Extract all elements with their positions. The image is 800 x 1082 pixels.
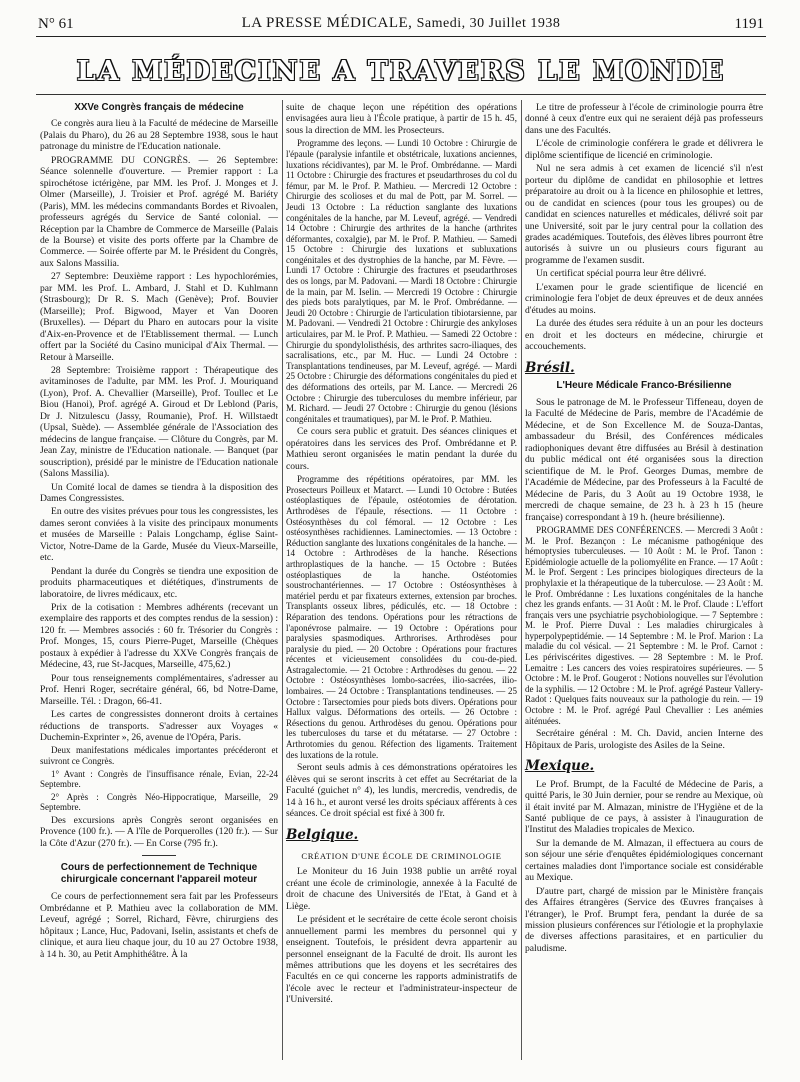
- paragraph: Deux manifestations médicales importantes précéderont et suivront ce Congrès.: [40, 745, 278, 767]
- paragraph: En outre des visites prévues pour tous les congressistes, les dames seront conviées à la visite des principaux monuments et musées de Marseille : Palais Longchamp, église Saint-Victor, Notre-Dame de la Garde, Musée du Vieux-Marseille, etc.: [40, 506, 279, 564]
- paragraph: Le Moniteur du 16 Juin 1938 publie un arrêté royal créant une école de criminologie, annexée à la Faculté de droit de chacune des Universités de l'Etat, à Gand et à Liège.: [286, 866, 517, 912]
- paragraph: Seront seuls admis à ces démonstrations opératoires les élèves qui se seront inscrits à cet effet au Secrétariat de la Faculté (guichet n° 4), les lundis, mercredis, vendredis, de 14 à 16 h., et auront versé les droits spéciaux afférents à ces séances. Ce droit spécial est fixé à 300 fr.: [286, 762, 517, 820]
- paragraph: Sous le patronage de M. le Professeur Tiffeneau, doyen de la Faculté de Médecine de Paris, membre de l'Académie de Médecine, et de Son Excellence M. de Souza-Dantas, ambassadeur du Brésil, des Conférences médicales radiophoniques devant être diffusées au Brésil à destination du public médical ont été organisées sous la direction scientifique de M. le Prof. Georges Dumas, membre de l'Académie de Médecine, par des Professeurs à la Faculté de Médecine de Paris, du 3 Août au 19 Octobre 1938, le mercredi de chaque semaine, de 23 h. à 23 h 15 (heure française) correspondant à 19 h. (heure brésilienne).: [525, 396, 763, 523]
- paragraph: 1° Avant : Congrès de l'insuffisance rénale, Evian, 22-24 Septembre.: [40, 768, 278, 790]
- separator: [142, 855, 176, 856]
- column-1: [40, 102, 278, 960]
- paragraph: 28 Septembre: Troisième rapport : Thérapeutique des avitaminoses de l'adulte, par MM. les Prof. J. Mouriquand (Lyon), Prof. A. Chevallier (Marseille), Prof. Toullec et Le Biou (Hanoi), Prof. agrégé A. Giroud et Dr Leblond (Paris, Dr J. Nitzulescu (Jassy, Roumanie), Prof. H. Willstaedt (Upsal, Suède). — Assemblée générale de l'Association des médecins de langue française. — Clôture du Congrès, par M. Jean Zay, ministre de l'Education nationale. — Banquet (par souscription), présidé par le ministre de l'Education nationale (Salons Massilia).: [40, 364, 278, 480]
- paragraph: Pour tous renseignements complémentaires, s'adresser au Prof. Henri Roger, secrétaire général, 66, bd Notre-Dame, Marseille. Tél. : Dragon, 66-41.: [40, 672, 278, 707]
- column-divider: [282, 100, 283, 1060]
- paragraph: Secrétaire général : M. Ch. David, ancien Interne des Hôpitaux de Paris, urologiste des Asiles de la Seine.: [525, 728, 763, 751]
- paragraph: Nul ne sera admis à cet examen de licencié s'il n'est porteur du diplôme de candidat en philosophie et lettres préparatoire au droit ou à la licence en philosophie et lettres, ou de candidat en sciences (pour tous les groupes) ou de candidat en sciences naturelles et médicales, délivré soit par une Université, soit par le jury central pour la collation des grades académiques. Toutefois, des élèves libres pourront être autorisés à suivre un ou plusieurs cours figurant au programme de l'examen susdit.: [525, 163, 763, 266]
- article-title: CRÉATION D'UNE ÉCOLE DE CRIMINOLOGIE: [301, 850, 502, 861]
- paragraph: Le Prof. Brumpt, de la Faculté de Médecine de Paris, a quitté Paris, le 30 Juin dernier, pour se rendre au Mexique, où il était invité par M. Almazan, ministre de l'Hygiène et de la Santé publique de ce pays, à assister à l'inauguration de l'Institut des Maladies tropicales de Mexico.: [525, 778, 763, 836]
- article-title: Cours de perfectionnement de Technique chirurgicale concernant l'appareil moteur: [60, 862, 258, 886]
- column-divider: [521, 100, 522, 1060]
- column-3: [525, 102, 763, 954]
- paragraph: L'examen pour le grade scientifique de licencié en criminologie fera l'objet de deux épreuves et de deux années d'études au moins.: [525, 281, 763, 316]
- country-heading: Mexique.: [525, 758, 595, 775]
- paragraph: 2° Après : Congrès Néo-Hippocratique, Marseille, 29 Septembre.: [40, 791, 278, 813]
- paragraph: Programme des répétitions opératoires, par MM. les Prosecteurs Poilleux et Matarct. — Lundi 10 Octobre : Butées ostéoplastiques de l'épaule, ostéotomies de dérotation. Arthrodèses de l'épaule, résections. — 11 Octobre : Ostéosynthèses du col fémoral. — 12 Octobre : Les ostéosynthèses rachidiennes. Laminectomies. — 13 Octobre : Réduction sanglante des luxations congénitales de la hanche. — 14 Octobre : Arthrodèses de la hanche. Résections arthroplastiques de la hanche. — 15 Octobre : Butées ostéoplastiques de la hanche. Ostéotomies soustrochantériennes. — 17 Octobre : Ostéosynthèses à matériel perdu et par fixateurs externes, extension par broches. Transplants osseux libres, pédiculés, etc. — 18 Octobre : Réparation des tendons. Opérations pour les rétractions de l'aponévrose palmaire. — 19 Octobre : Opérations pour paralysies spasmodiques. Arthrorises. Arthrodèses pour paralysie du pied. — 20 Octobre : Opérations pour fractures récentes et vicieusement consolidées du cou-de-pied. Astragalectomie. — 21 Octobre : Arthrodèses du genou. — 22 Octobre : Ostéosynthèses lombo-sacrées, ilio-sacrées, ilio-lombaires. — 24 Octobre : Transplantations tendineuses. — 25 Octobre : Tarsectomies pour pieds bots divers. Opérations pour Hallux valgus. Déformations des orteils. — 26 Octobre : Résections du genou. Arthrodèses du genou. Opérations pour les tuberculoses du tarse et du métatarse. — 27 Octobre : Arthrotomies du genou. Réfection des ligaments. Traitement des luxations de la rotule.: [286, 474, 517, 760]
- paragraph: Un Comité local de dames se tiendra à la disposition des Dames Congressistes.: [40, 481, 278, 504]
- paragraph: Ce cours sera public et gratuit. Des séances cliniques et opératoires dans les services des Prof. Ombrédanne et P. Mathieu seront organisées le matin pendant la durée du cours.: [286, 426, 517, 472]
- paragraph: Le président et le secrétaire de cette école seront choisis annuellement parmi les membres du personnel qui y enseignent. Toutefois, le président devra appartenir au personnel enseignant de la Faculté de droit. Ils auront les mêmes attributions que les doyens et les secrétaires des Facultés en ce qui concerne les rapports administratifs de l'école avec le recteur et l'administrateur-inspecteur de l'Université.: [286, 914, 517, 1006]
- country-heading: Belgique.: [286, 826, 359, 843]
- paragraph: Les cartes de congressistes donneront droits à certaines réductions de transports. S'adresser aux Voyages « Duchemin-Exprinter », 26, avenue de l'Opéra, Paris.: [40, 709, 278, 744]
- paragraph: L'école de criminologie conférera le grade et délivrera le diplôme scientifique de licencié en criminologie.: [525, 138, 763, 161]
- journal-title: [36, 15, 766, 32]
- paragraph: 27 Septembre: Deuxième rapport : Les hypochlorémies, par MM. les Prof. L. Ambard, J. Stahl et D. Kuhlmann (Strasbourg); Dr R. S. Mach (Genève); Prof. Bouvier (Marseille); Prof. Bigwood, Mayer et Van Dooren (Bruxelles). — Départ du Pharo en autocars pour la visite d'Aix-en-Provence et de l'Etablissement thermal. — Lunch offert par la Société du Casino municipal d'Aix Thermal. — Retour à Marseille.: [40, 271, 278, 363]
- paragraph: Ce congrès aura lieu à la Faculté de médecine de Marseille (Palais du Pharo), du 26 au 28 Septembre 1938, sous le haut patronage du ministre de l'Education nationale.: [40, 118, 278, 153]
- paragraph: Le titre de professeur à l'école de criminologie pourra être donné à ceux d'entre eux qui ne seraient déjà pas professeurs dans une des Facultés.: [525, 102, 763, 136]
- column-2: [286, 102, 517, 1006]
- paragraph: PROGRAMME DU CONGRÈS. — 26 Septembre: Séance solennelle d'ouverture. — Premier rapport : La spirochétose ictérigène, par MM. les Prof. J. Monges et J. Olmer (Marseille), J. Troisier et Prof. agrégé M. Bariéty (Paris), MM. les médecins commandants Bordes et Rivoalen, professeurs agrégés du Service de Santé colonial. — Réception par la Chambre de Commerce de Marseille (Palais de la Bourse) et visite des ports offerte par la Chambre de Commerce. — Soirée offerte par M. le Président du Congrès, aux Salons Massilia.: [40, 154, 278, 269]
- paragraph: Sur la demande de M. Almazan, il effectuera au cours de son séjour une série d'enquêtes épidémiologiques concernant certaines maladies dont l'importance sociale est considérable au Mexique.: [525, 837, 763, 884]
- paragraph: Pendant la durée du Congrès se tiendra une exposition de produits pharmaceutiques et diététiques, d'instruments de laboratoire, de livres médicaux, etc.: [40, 565, 278, 600]
- paragraph: La durée des études sera réduite à un an pour les docteurs en droit et les docteurs en médecine, chirurgie et accouchements.: [525, 318, 763, 353]
- article-title: XXVe Congrès français de médecine: [74, 102, 244, 113]
- issue-number: N° 61: [38, 16, 74, 32]
- page-header: [36, 14, 766, 37]
- paragraph: D'autre part, chargé de mission par le Ministère français des Affaires étrangères (Service des Œuvres françaises à l'étranger), le Prof. Brumpt fera, pendant la durée de sa mission plusieurs conférences sur l'étiologie et la prophylaxie de diverses affections parasitaires, et en particulier du paludisme.: [525, 885, 763, 954]
- paragraph: Ce cours de perfectionnement sera fait par les Professeurs Ombrédanne et P. Mathieu avec la collaboration de MM. Leveuf, agrégé ; Sorrel, Richard, Fèvre, chirurgiens des hôpitaux ; Lance, Huc, Padovani, Iselin, assistants et chefs de clinique, et aura lieu chaque jour, du 10 au 27 Octobre 1938, à 14 h. 30, au Petit Amphithéâtre. À la: [40, 891, 278, 960]
- paragraph: Des excursions après Congrès seront organisées en Provence (100 fr.). — A l'île de Porquerolles (120 fr.). — Sur la Côte d'Azur (270 fr.). — En Corse (795 fr.).: [40, 815, 278, 849]
- paragraph: suite de chaque leçon une répétition des opérations envisagées aura lieu à l'École pratique, à partir de 15 h. 45, sous la direction de MM. les Prosecteurs.: [286, 102, 517, 136]
- section-banner: LA MÉDECINE A TRAVERS LE MONDE: [76, 56, 726, 87]
- country-heading: Brésil.: [525, 359, 575, 376]
- article-title: L'Heure Médicale Franco-Brésilienne: [556, 379, 732, 391]
- paragraph: PROGRAMME DES CONFÉRENCES. — Mercredi 3 Août : M. le Prof. Bezançon : Le mécanisme pathogénique des hémoptysies tuberculeuses. — 10 Août : M. le Prof. Tanon : Epidémiologie actuelle de la poliomyélite en France. — 17 Août : M. le Prof. Sergent : Les principes biologiques directeurs de la prophylaxie et la thérapeutique de la tuberculose. — 23 Août : M. le Prof. Ombrédanne : Les luxations congénitales de la hanche chez les grands enfants. — 31 Août : M. le Prof. Claude : L'effort français vers une psychiatrie psychobiologique. — 7 Septembre : M. le Prof. Pierre Duval : Les maladies chirurgicales à hyperpolypeptidémie. — 14 Septembre : M. le Prof. Marion : La maladie du col vésical. — 21 Septembre : M. le Prof. Carnot : Les périviscérites digestives. — 28 Septembre : M. le Prof. Lemaitre : Les cancers des voies respiratoires supérieures. — 5 Octobre : M. le Prof. Gougerot : Notions nouvelles sur l'évolution de la syphilis. — 12 Octobre : M. le Prof. agrégé Pasteur Vallery-Radot : Quelques faits nouveaux sur la pathologie du rein. — 19 Octobre : M. le Prof. agrégé Paul Chevallier : Les anémies aiténuées.: [525, 524, 763, 726]
- paragraph: Programme des leçons. — Lundi 10 Octobre : Chirurgie de l'épaule (paralysie infantile et obstétricale, luxations anciennes, luxations récidivantes), par M. le Prof. Ombrédanne. — Mardi 11 Octobre : Chirurgie des fractures et pseudarthroses du col du fémur, par M. le Prof. P. Mathieu. — Mercredi 12 Octobre : Chirurgie des scolioses et du mal de Pott, par M. Sorrel. — Jeudi 13 Octobre : La réduction sanglante des luxations congénitales de la hanche, par M. Leveuf, agrégé. — Vendredi 14 Octobre : Chirurgie des arthrites de la hanche (arthrites déformantes, coxalgie), par M. le Prof. P. Mathieu. — Samedi 15 Octobre : Chirurgie des luxations et subluxations congénitales et des dystrophies de la hanche, par M. Fèvre. — Lundi 17 Octobre : Chirurgie des fractures et pseudarthroses des os longs, par M. Padovani. — Mardi 18 Octobre : Chirurgie de la main, par M. Iselin. — Mercredi 19 Octobre : Chirurgie des pieds bots paralytiques, par M. le Prof. Ombrédanne. — Jeudi 20 Octobre : Chirurgie de l'articulation tibiotarsienne, par M. Padovani. — Vendredi 21 Octobre : Chirurgie des ankyloses articulaires, par M. le Prof. P. Mathieu. — Samedi 22 Octobre : Chirurgie du spondylolisthésis, des arthrites sacro-iliaques, des sacralisations, etc., par M. Huc. — Lundi 24 Octobre : Transplantations tendineuses, par M. Leveuf, agrégé. — Mardi 25 Octobre : Chirurgie des déformations congénitales du pied et des déformations des orteils, par M. Lance. — Mercredi 26 Octobre : Chirurgie des tuberculoses du membre inférieur, par M. Richard. — Jeudi 27 Octobre : Chirurgie du genou (lésions congénitales et traumatiques), par M. le Prof. P. Mathieu.: [286, 138, 517, 424]
- journal-name: LA PRESSE MÉDICALE,: [241, 15, 413, 31]
- issue-date: Samedi, 30 Juillet 1938: [416, 16, 561, 31]
- banner-rule: [36, 94, 766, 95]
- paragraph: Un certificat spécial pourra leur être délivré.: [536, 268, 707, 280]
- page-number: 1191: [734, 16, 764, 32]
- paragraph: Prix de la cotisation : Membres adhérents (recevant un exemplaire des rapports et des comptes rendus de la session) : 120 fr. — Membres associés : 60 fr. Trésorier du Congrès : Prof. Monges, 15, cours Pierre-Puget, Marseille (Chèques postaux à expédier à l'adresse du XXVe Congrès français de Médecine, 43, rue St-Jacques, Marseille, 475,62.): [40, 602, 278, 671]
